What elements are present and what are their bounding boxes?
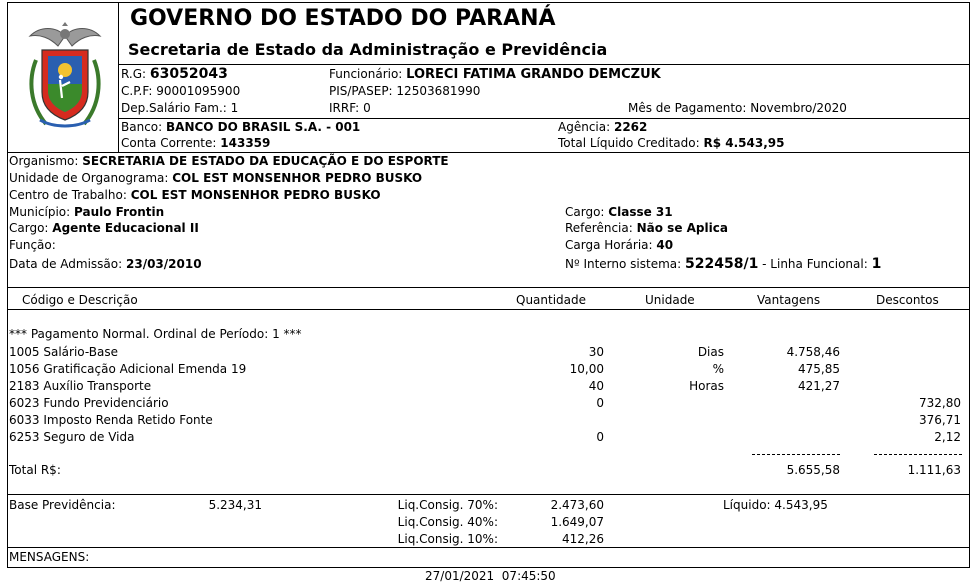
municipio-label: Município:: [9, 205, 71, 219]
row-vantagem: 4.758,46: [786, 345, 840, 359]
totals-divider: [7, 494, 970, 495]
total-descontos: 1.111,63: [907, 463, 961, 477]
dep-label: Dep.Salário Fam.:: [121, 101, 227, 115]
bank-label: Banco:: [121, 120, 163, 134]
cpf-value: 90001095900: [156, 84, 241, 98]
account-label: Conta Corrente:: [121, 136, 217, 150]
row-qtd: 10,00: [569, 362, 604, 376]
organismo-row: [9, 153, 449, 169]
row-unidade: Horas: [689, 379, 724, 393]
row-desconto: 2,12: [934, 430, 961, 444]
liquido-value: 4.543,95: [774, 498, 828, 512]
unidade-value: COL EST MONSENHOR PEDRO BUSKO: [172, 171, 423, 185]
centro-row: [9, 187, 381, 203]
row-vantagem: 421,27: [798, 379, 840, 393]
row-desc: 6033 Imposto Renda Retido Fonte: [9, 413, 213, 427]
employee-name-row: [329, 66, 661, 83]
bank-row: [121, 119, 360, 135]
cpf-label: C.P.F:: [121, 84, 153, 98]
total-label: Total R$:: [9, 463, 61, 477]
row-unidade: Dias: [697, 345, 724, 359]
base-previdencia-label: Base Previdência:: [9, 498, 116, 512]
linha-label: - Linha Funcional:: [762, 257, 868, 271]
row-desc: 6023 Fundo Previdenciário: [9, 396, 169, 410]
irrf-row: [329, 100, 371, 116]
cargo-classe-label: Cargo:: [565, 205, 605, 219]
total-credited-value: R$ 4.543,95: [703, 136, 785, 150]
linha-value: 1: [871, 256, 882, 272]
liq70-value: 2.473,60: [550, 498, 604, 512]
payment-month-label: Mês de Pagamento:: [628, 101, 747, 115]
vantagens-total-separator: [752, 454, 840, 455]
admissao-value: 23/03/2010: [126, 257, 202, 271]
admissao-label: Data de Admissão:: [9, 257, 123, 271]
base-previdencia-value: 5.234,31: [208, 498, 262, 512]
row-qtd: 30: [588, 345, 604, 359]
cpf-row: [121, 83, 240, 99]
descontos-total-separator: [874, 454, 962, 455]
unidade-label: Unidade de Organograma:: [9, 171, 169, 185]
secretariat-subtitle: Secretaria de Estado da Administração e Previdência: [128, 40, 608, 59]
liq10-label: Liq.Consig. 10%:: [397, 532, 498, 546]
total-vantagens: 5.655,58: [786, 463, 840, 477]
row-qtd: 40: [588, 379, 604, 393]
liq70-label: Liq.Consig. 70%:: [397, 498, 498, 512]
account-value: 143359: [220, 136, 271, 150]
government-title: GOVERNO DO ESTADO DO PARANÁ: [130, 6, 556, 31]
carga-label: Carga Horária:: [565, 238, 653, 252]
municipio-row: [9, 204, 164, 220]
header-unidade: Unidade: [645, 293, 695, 307]
logo-divider: [118, 2, 119, 152]
header-descontos: Descontos: [876, 293, 939, 307]
cargo-row: [9, 220, 199, 236]
row-qtd: 0: [596, 396, 604, 410]
rg-row: [121, 66, 228, 82]
funcao-label: Função:: [9, 238, 56, 252]
row-desc: 1005 Salário-Base: [9, 345, 118, 359]
period-line: *** Pagamento Normal. Ordinal de Período: 1 ***: [9, 327, 302, 341]
irrf-value: 0: [363, 101, 371, 115]
table-header-divider: [7, 309, 970, 310]
row-desc: 6253 Seguro de Vida: [9, 430, 135, 444]
bank-value: BANCO DO BRASIL S.A. - 001: [166, 120, 361, 134]
organismo-label: Organismo:: [9, 154, 79, 168]
employee-name: LORECI FATIMA GRANDO DEMCZUK: [406, 67, 661, 82]
pis-value: 12503681990: [396, 84, 481, 98]
dep-value: 1: [230, 101, 239, 115]
row-desc: 1056 Gratificação Adicional Emenda 19: [9, 362, 247, 376]
interno-label: Nº Interno sistema:: [565, 257, 682, 271]
employee-label: Funcionário:: [329, 67, 403, 81]
header-quantidade: Quantidade: [516, 293, 587, 307]
interno-value: 522458/1: [685, 256, 759, 272]
row-desconto: 376,71: [919, 413, 961, 427]
print-timestamp: 27/01/2021 07:45:50: [425, 569, 556, 583]
referencia-label: Referência:: [565, 221, 633, 235]
header-vantagens: Vantagens: [757, 293, 821, 307]
interno-row: [565, 256, 881, 272]
liquido-label: Líquido:: [723, 498, 771, 512]
carga-value: 40: [656, 238, 674, 252]
total-credited-row: [558, 135, 784, 151]
row-qtd: 0: [596, 430, 604, 444]
liquido-row: [723, 497, 828, 513]
dep-row: [121, 100, 238, 116]
agency-value: 2262: [613, 120, 648, 134]
liq40-value: 1.649,07: [550, 515, 604, 529]
unidade-row: [9, 170, 422, 186]
header-codigo: Código e Descrição: [22, 293, 138, 307]
irrf-label: IRRF:: [329, 101, 360, 115]
municipio-value: Paulo Frontin: [74, 205, 165, 219]
parana-coat-of-arms-logo: [26, 20, 104, 132]
total-credited-label: Total Líquido Creditado:: [558, 136, 700, 150]
organismo-value: SECRETARIA DE ESTADO DA EDUCAÇÃO E DO ESPORTE: [82, 154, 449, 168]
mensagens-label: MENSAGENS:: [9, 550, 90, 564]
agency-label: Agência:: [558, 120, 611, 134]
cargo-value: Agente Educacional II: [52, 221, 199, 235]
account-row: [121, 135, 270, 151]
liq10-value: 412,26: [562, 532, 604, 546]
cargo-classe-row: [565, 204, 673, 220]
liq40-label: Liq.Consig. 40%:: [397, 515, 498, 529]
row-desc: 2183 Auxílio Transporte: [9, 379, 152, 393]
row-unidade: %: [712, 362, 724, 376]
org-divider: [7, 287, 970, 288]
centro-value: COL EST MONSENHOR PEDRO BUSKO: [130, 188, 381, 202]
row-vantagem: 475,85: [798, 362, 840, 376]
cargo-label: Cargo:: [9, 221, 49, 235]
referencia-value: Não se Aplica: [636, 221, 728, 235]
row-desconto: 732,80: [919, 396, 961, 410]
rg-label: R.G:: [121, 67, 147, 81]
rg-value: 63052043: [149, 66, 228, 82]
pis-label: PIS/PASEP:: [329, 84, 393, 98]
referencia-row: [565, 220, 728, 236]
cargo-classe-value: Classe 31: [608, 205, 673, 219]
payment-month-row: [628, 100, 847, 116]
centro-label: Centro de Trabalho:: [9, 188, 127, 202]
pis-row: [329, 83, 480, 99]
agency-row: [558, 119, 647, 135]
funcao-row: [9, 237, 56, 253]
footer-divider: [7, 547, 970, 548]
header-divider: [118, 64, 970, 65]
payment-month-value: Novembro/2020: [750, 101, 847, 115]
carga-row: [565, 237, 673, 253]
admissao-row: [9, 256, 202, 272]
